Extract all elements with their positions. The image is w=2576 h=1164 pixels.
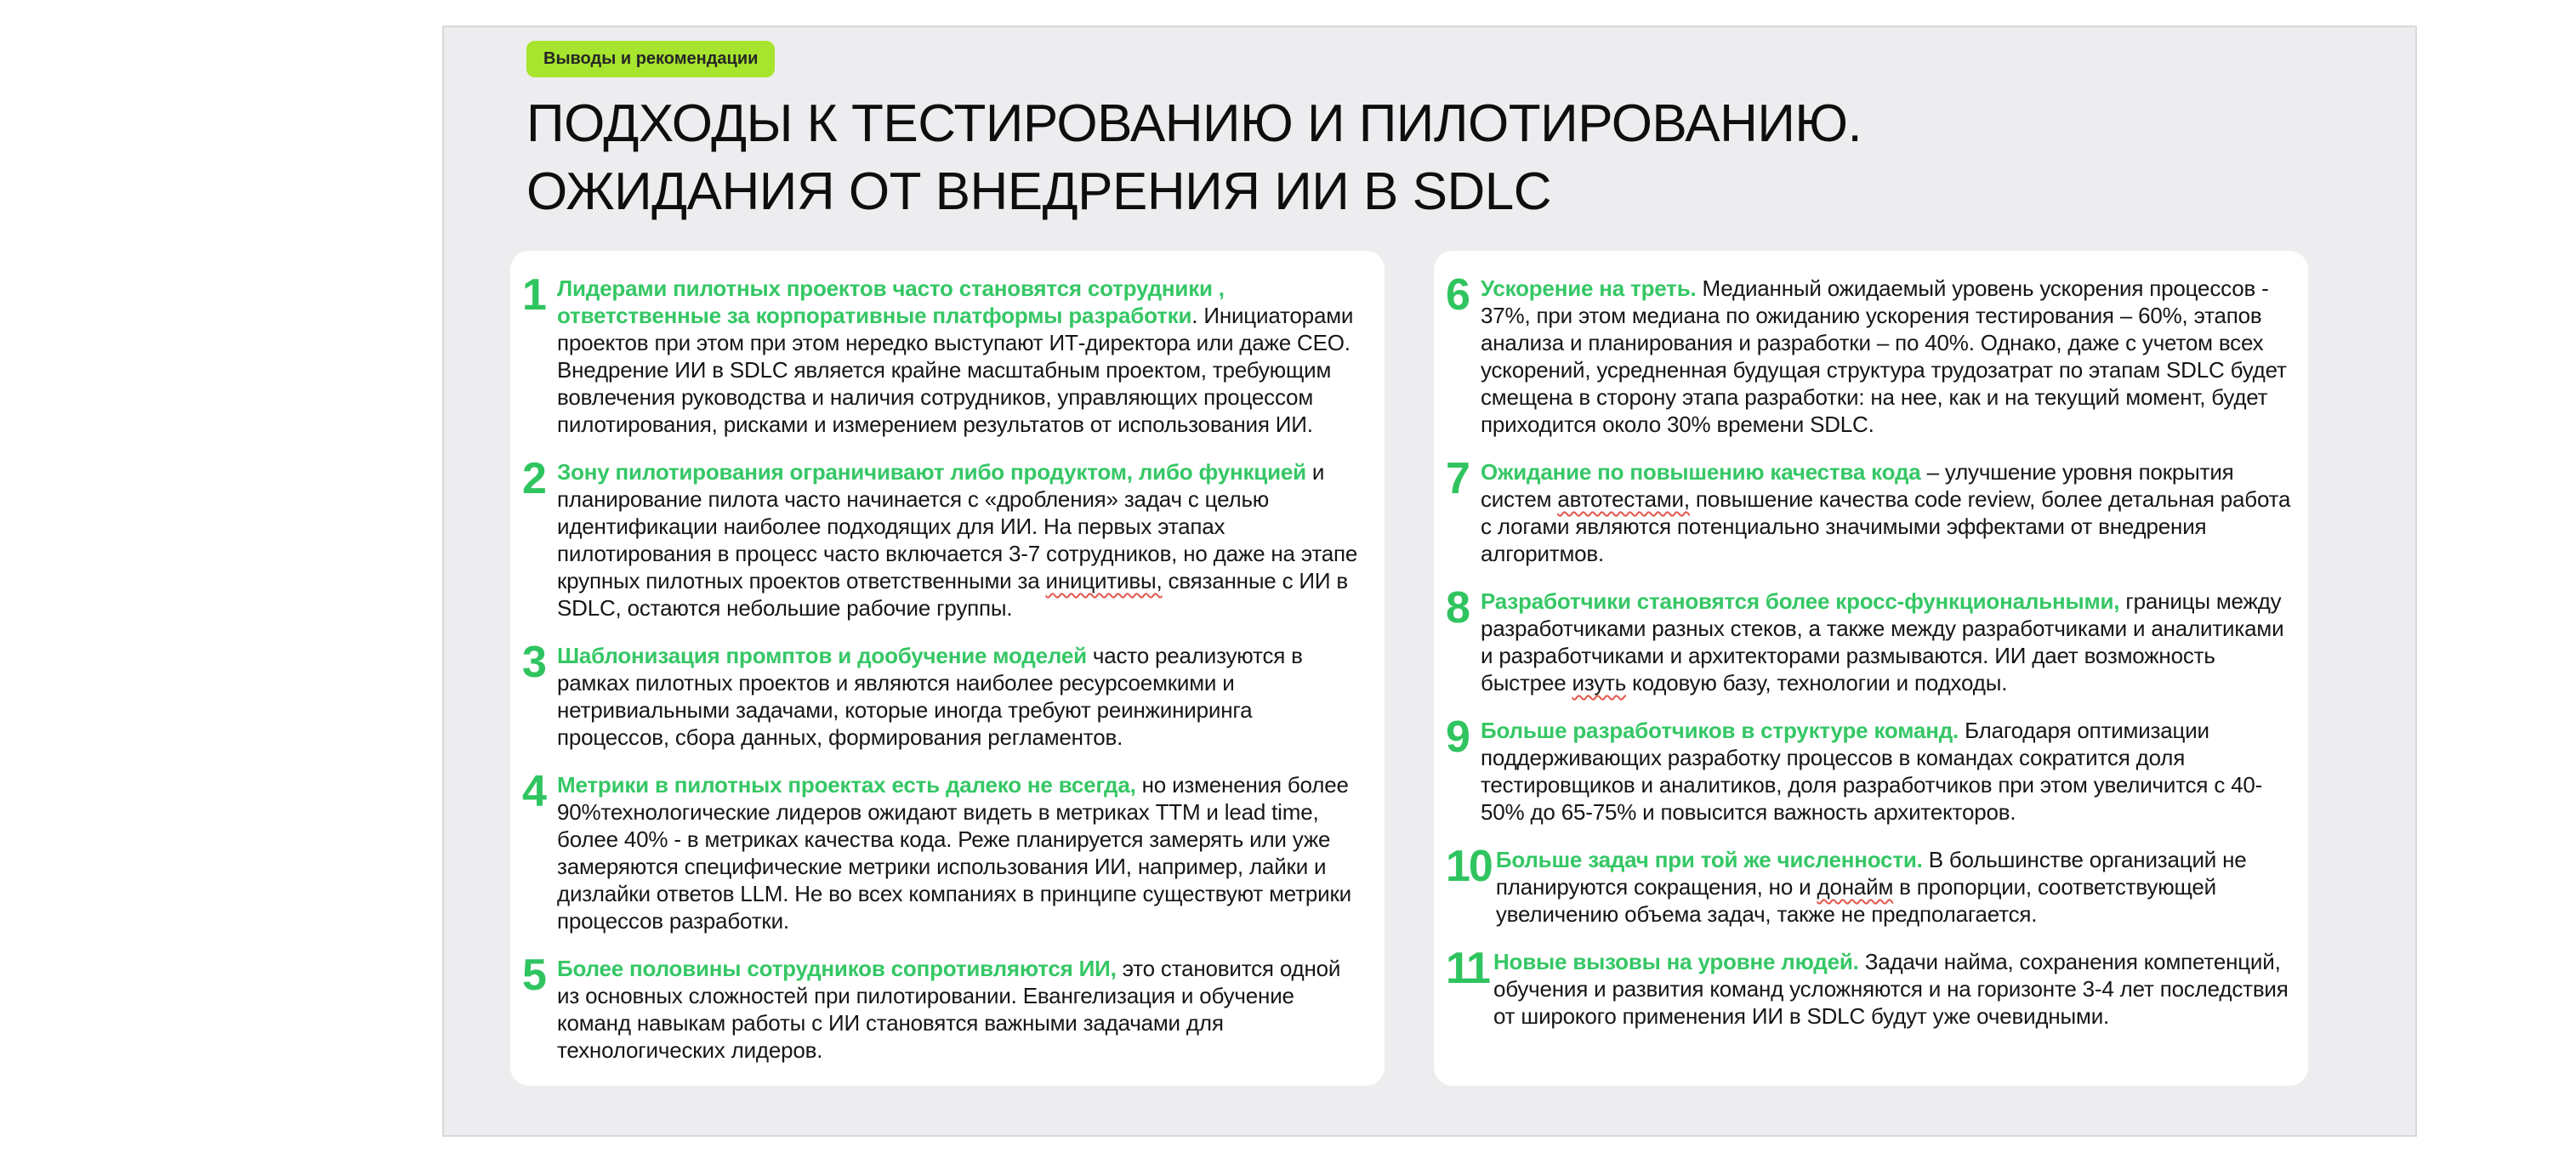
- body-text: это становится одной из основных сложностей при пилотировании. Евангелизация и обучение команд навыкам работы с ИИ становятся важными задачами для технологических лидеров.: [557, 956, 1341, 1063]
- item-text: [1481, 588, 2291, 696]
- list-item: [1446, 842, 2291, 928]
- item-number: 9: [1446, 713, 1469, 762]
- item-lead: Лидерами пилотных проектов часто становятся сотрудники , ответственные за корпоративные платформы разработки: [557, 275, 1225, 328]
- item-lead: Больше задач при той же численности.: [1495, 847, 1923, 872]
- page-title: [526, 90, 1862, 226]
- body-text: кодовую базу, технологии и подходы.: [1626, 670, 2008, 696]
- cards-row: [510, 251, 2308, 1086]
- item-text: [557, 771, 1368, 934]
- body-text: – улучшение уровня покрытия систем: [1481, 459, 2234, 512]
- list-item: [1446, 583, 2291, 696]
- list-item: [1446, 454, 2291, 567]
- item-lead: Более половины сотрудников сопротивляются ИИ,: [557, 956, 1117, 981]
- item-number: 4: [522, 767, 545, 816]
- item-text: [1481, 275, 2291, 438]
- body-text: Задачи найма, сохранения компетенций, обучения и развития команд усложняются и на горизонте 3-4 лет последствия от широкого применения ИИ в SDLC будут уже очевидными.: [1493, 949, 2289, 1029]
- body-text: Благодаря оптимизации поддерживающих разработку процессов в командах сократится доля тестировщиков и аналитиков, доля разработчиков при этом увеличится с 40-50% до 65-75% и повысится важность архитекторов.: [1481, 718, 2263, 825]
- item-number: 11: [1446, 944, 1489, 993]
- item-number: 3: [522, 638, 545, 687]
- item-text: [1493, 948, 2291, 1030]
- list-item: [522, 638, 1368, 751]
- body-text: но изменения более 90%технологические лидеров ожидают видеть в метриках TTM и lead time, более 40% - в метриках качества кода. Реже планируется замерять или уже замеряются специфические метрики использования ИИ, например, лайки и дизлайки ответов LLM. Не во всех компаниях в принципе существуют метрики процессов разработки.: [557, 772, 1351, 934]
- body-text: В большинстве организаций не планируются сокращения, но и: [1495, 847, 2247, 900]
- misspelled-word: иницитивы,: [1045, 568, 1163, 593]
- item-number: 2: [522, 454, 545, 503]
- list-item: [1446, 944, 2291, 1030]
- item-text: [557, 458, 1368, 622]
- item-lead: Ускорение на треть.: [1481, 275, 1697, 301]
- body-text: повышение качества code review, более детальная работа с логами являются потенциально значимыми эффектами от внедрения алгоритмов.: [1481, 486, 2291, 566]
- item-lead: Ожидание по повышению качества кода: [1481, 459, 1921, 485]
- item-number: 5: [522, 951, 545, 1000]
- list-item: [1446, 270, 2291, 438]
- misspelled-word: донайм: [1817, 874, 1894, 900]
- item-number: 6: [1446, 270, 1469, 320]
- item-lead: Зону пилотирования ограничивают либо продуктом, либо функцией: [557, 459, 1306, 485]
- item-text: [557, 955, 1368, 1064]
- item-number: 7: [1446, 454, 1469, 503]
- item-number: 8: [1446, 583, 1469, 633]
- slide-panel: [442, 26, 2417, 1137]
- item-number: 10: [1446, 842, 1492, 891]
- item-lead: Шаблонизация промптов и дообучение моделей: [557, 643, 1087, 668]
- list-item: [522, 951, 1368, 1064]
- item-text: [1496, 846, 2291, 928]
- card-right: [1434, 251, 2308, 1086]
- body-text: . Инициаторами проектов при этом при этом нередко выступают ИТ-директора или даже CEO. Внедрение ИИ в SDLC является крайне масштабным проектом, требующим вовлечения руководства и наличия сотрудников, управляющих процессом пилотирования, рисками и измерением результатов от использования ИИ.: [557, 303, 1354, 437]
- body-text: границы между разработчиками разных стеков, а также между разработчиками и аналитиками и разработчиками и архитекторами размываются. ИИ дает возможность быстрее: [1481, 588, 2284, 696]
- misspelled-word: автотестами,: [1557, 486, 1690, 512]
- item-lead: Метрики в пилотных проектах есть далеко не всегда,: [557, 772, 1136, 798]
- item-lead: Новые вызовы на уровне людей.: [1493, 949, 1859, 974]
- list-item: [1446, 713, 2291, 826]
- item-lead: Больше разработчиков в структуре команд.: [1481, 718, 1959, 743]
- page-title-line-1: ПОДХОДЫ К ТЕСТИРОВАНИЮ И ПИЛОТИРОВАНИЮ.: [526, 94, 1862, 153]
- body-text: связанные с ИИ в SDLC, остаются небольшие рабочие группы.: [557, 568, 1349, 621]
- body-text: в пропорции, соответствующей увеличению объема задач, также не предполагается.: [1495, 874, 2216, 927]
- item-number: 1: [522, 270, 545, 320]
- item-text: [557, 642, 1368, 751]
- list-item: [522, 767, 1368, 934]
- list-item: [522, 270, 1368, 438]
- page-title-line-2: ОЖИДАНИЯ ОТ ВНЕДРЕНИЯ ИИ В SDLC: [526, 162, 1552, 221]
- item-text: [1481, 717, 2291, 826]
- body-text: и планирование пилота часто начинается с «дробления» задач с целью идентификации наиболее подходящих для ИИ. На первых этапах пилотирования в процесс часто включается 3-7 сотрудников, но даже на этапе крупных пилотных проектов ответственными за: [557, 459, 1358, 593]
- body-text: Медианный ожидаемый уровень ускорения процессов - 37%, при этом медиана по ожиданию ускорения тестирования – 60%, этапов анализа и планирования и разработки – по 40%. Однако, даже с учетом всех ускорений, усредненная будущая структура трудозатрат по этапам SDLC будет смещена в сторону этапа разработки: на нее, как и на текущий момент, будет приходится около 30% времени SDLC.: [1481, 275, 2287, 437]
- misspelled-word: изуть: [1572, 670, 1627, 696]
- section-badge: Выводы и рекомендации: [526, 41, 775, 77]
- list-item: [522, 454, 1368, 622]
- body-text: часто реализуются в рамках пилотных проектов и являются наиболее ресурсоемкими и нетривиальными задачами, которые иногда требуют реинжиниринга процессов, сбора данных, формирования регламентов.: [557, 643, 1303, 750]
- item-text: [557, 275, 1368, 438]
- item-lead: Разработчики становятся более кросс-функциональными,: [1481, 588, 2120, 614]
- card-left: [510, 251, 1385, 1086]
- item-text: [1481, 458, 2291, 567]
